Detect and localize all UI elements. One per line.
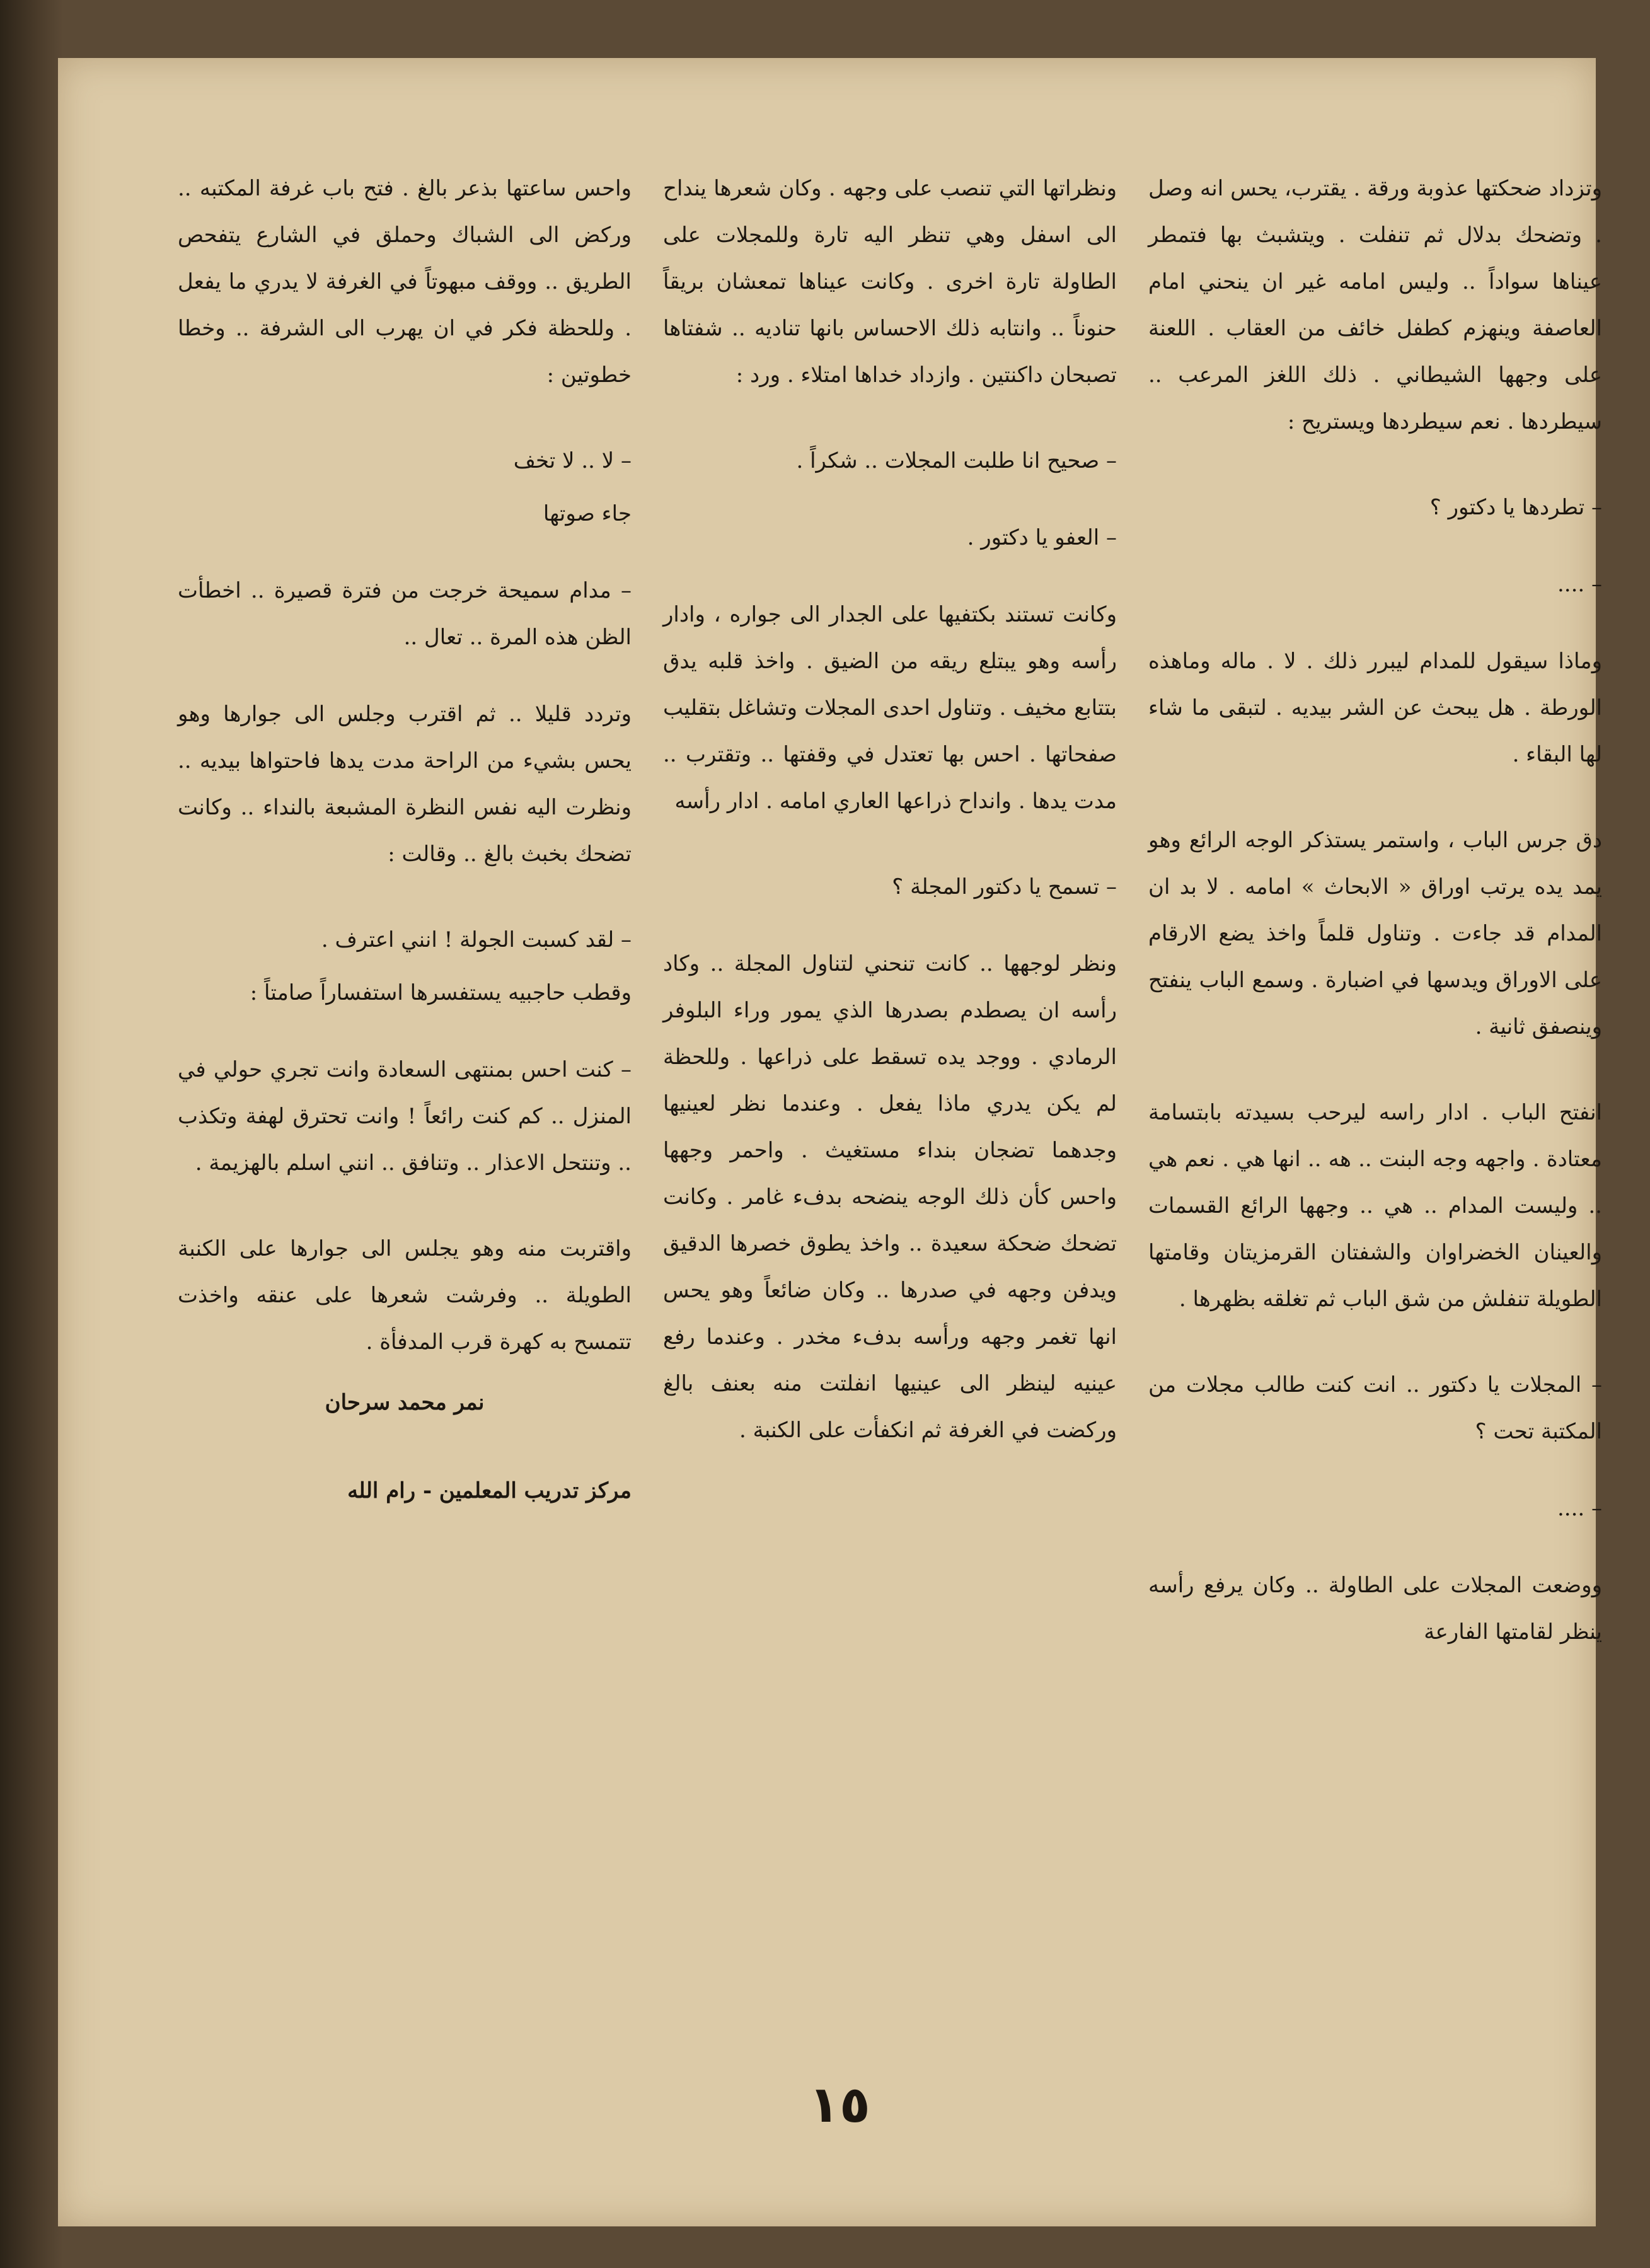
paragraph: واقتربت منه وهو يجلس الى جوارها على الكنبة الطويلة .. وفرشت شعرها على عنقه واخذت تتمسح به كهرة قرب المدفأة . — [178, 1236, 632, 1355]
paragraph: جاء صوتها — [543, 501, 632, 526]
paragraph: واحس ساعتها بذعر بالغ . فتح باب غرفة المكتبه .. وركض الى الشباك وحملق في الشارع يتفحص الطريق .. ووقف مبهوتاً في الغرفة لا يدري ما يفعل . وللحظة فكر في ان يهرب الى الشرفة .. وخطا خطوتين : — [178, 176, 632, 388]
paragraph: وتردد قليلا .. ثم اقترب وجلس الى جوارها وهو يحس بشيء من الراحة مدت يدها فاحتواها بيديه .. ونظرت اليه نفس النظرة المشبعة بالنداء .. وكانت تضحك بخبث بالغ .. وقالت : — [178, 702, 632, 867]
paragraph: دق جرس الباب ، واستمر يستذكر الوجه الرائع وهو يمد يده يرتب اوراق « الابحاث » امامه . لا بد ان المدام قد جاءت . وتناول قلماً واخذ يضع الارقام على الاوراق ويدسها في اضبارة . وسمع الباب ينفتح وينصفق ثانية . — [1148, 828, 1602, 1039]
column-middle — [663, 165, 1117, 1493]
page-number: ١٥ — [809, 2075, 870, 2134]
author-name: نمر محمد سرحان — [325, 1390, 485, 1415]
dialogue-line: – مدام سميحة خرجت من فترة قصيرة .. اخطأت الظن هذه المرة .. تعال .. — [178, 578, 632, 650]
dialogue-line: – لقد كسبت الجولة ! انني اعترف . — [321, 927, 632, 952]
paragraph: ونظر لوجهها .. كانت تنحني لتناول المجلة .. وكاد رأسه ان يصطدم بصدرها الذي يمور وراء البلوفر الرمادي . ووجد يده تسقط على ذراعها . وللحظة لم يكن يدري ماذا يفعل . وعندما نظر لعينيها وجدهما تضجان بنداء مستغيث . واحمر وجهها واحس كأن ذلك الوجه ينضحه بدفء غامر . وكانت تضحك ضحكة سعيدة .. واخذ يطوق خصرها الدقيق ويدفن وجهه في صدرها .. وكان ضائعاً وهو يحس انها تغمر وجهه ورأسه بدفء مخدر . وعندما رفع عينيه لينظر الى عينيها انفلتت منه بعنف بالغ وركضت في الغرفة ثم انكفأت على الكنبة . — [663, 951, 1117, 1443]
paragraph: ونظراتها التي تنصب على وجهه . وكان شعرها ينداح الى اسفل وهي تنظر اليه تارة وللمجلات على الطاولة تارة اخرى . وكانت عيناها تمعشان بريقاً حنوناً .. وانتابه ذلك الاحساس بانها تناديه .. شفتاها تصبحان داكنتين . وازداد خداها امتلاء . ورد : — [663, 176, 1117, 388]
column-right — [1148, 165, 1602, 1694]
paragraph: وماذا سيقول للمدام ليبرر ذلك . لا . ماله وماهذه الورطة . هل يبحث عن الشر بيديه . لتبقى ما شاء لها البقاء . — [1148, 649, 1602, 767]
paragraph: انفتح الباب . ادار راسه ليرحب بسيدته بابتسامة معتادة . واجهه وجه البنت .. هه .. انها هي . نعم هي .. وليست المدام .. هي .. وجهها الرائع القسمات والعينان الخضراوان والشفتان القرمزيتان وقامتها الطويلة تنفلش من شق الباب ثم تغلقه بظهرها . — [1148, 1100, 1602, 1312]
paragraph: وقطب حاجبيه يستفسرها استفساراً صامتاً : — [250, 980, 632, 1005]
dialogue-line: – كنت احس بمنتهى السعادة وانت تجري حولي في المنزل .. كم كنت رائعاً ! وانت تحترق لهفة وتكذب .. وتنتحل الاعذار .. وتنافق .. انني اسلم بالهزيمة . — [178, 1057, 632, 1176]
author-affiliation: مركز تدريب المعلمين - رام الله — [347, 1478, 632, 1503]
dialogue-line: – .... — [1557, 1496, 1602, 1521]
dialogue-line: – .... — [1557, 572, 1602, 597]
paragraph: وكانت تستند بكتفيها على الجدار الى جواره ، وادار رأسه وهو يبتلع ريقه من الضيق . واخذ قلبه يدق بتتابع مخيف . وتناول احدى المجلات وتشاغل بتقليب صفحاتها . احس بها تعتدل في وقفتها .. وتقترب .. مدت يدها . وانداح ذراعها العاري امامه . ادار رأسه — [663, 602, 1117, 814]
dialogue-line: – تطردها يا دكتور ؟ — [1429, 495, 1602, 520]
magazine-page — [58, 58, 1602, 2226]
dialogue-line: – لا .. لا تخف — [513, 448, 632, 473]
paragraph: وتزداد ضحكتها عذوبة ورقة . يقترب، يحس انه وصل . وتضحك بدلال ثم تنفلت . ويتشبث بها فتمطر عيناها سواداً .. وليس امامه غير ان ينحني امام العاصفة وينهزم كطفل خائف من العقاب . اللعنة على وجهها الشيطاني . ذلك اللغز المرعب .. سيطردها . نعم سيطردها ويستريح : — [1148, 176, 1602, 434]
dialogue-line: – تسمح يا دكتور المجلة ؟ — [892, 874, 1117, 900]
dialogue-line: – صحيح انا طلبت المجلات .. شكراً . — [796, 448, 1117, 473]
dialogue-line: – المجلات يا دكتور .. انت كنت طالب مجلات من المكتبة تحت ؟ — [1148, 1372, 1602, 1444]
dialogue-line: – العفو يا دكتور . — [967, 525, 1117, 550]
column-left — [178, 165, 632, 1554]
paragraph: ووضعت المجلات على الطاولة .. وكان يرفع رأسه ينظر لقامتها الفارعة — [1148, 1573, 1602, 1645]
